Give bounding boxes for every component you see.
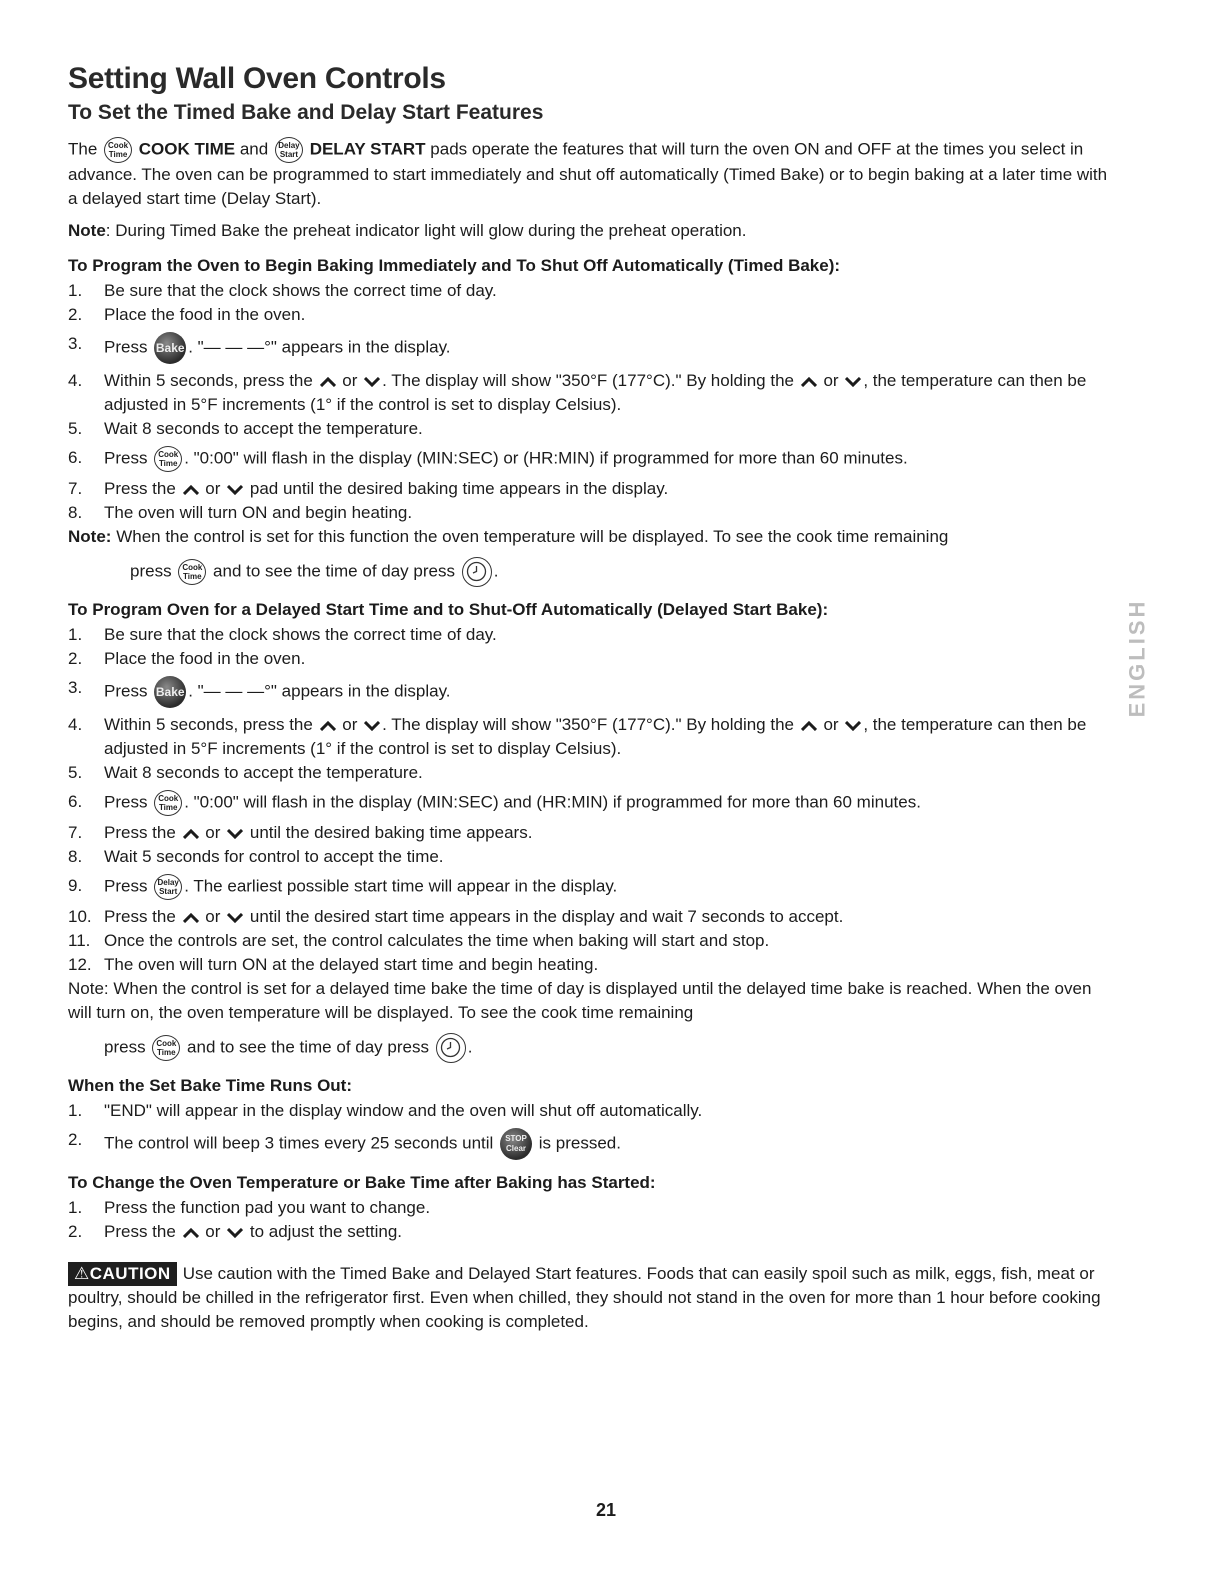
language-side-tab: ENGLISH bbox=[1124, 598, 1150, 718]
note-delayed-start: Note: When the control is set for a delayed time bake the time of day is displayed until the delayed time bake is reached. When the oven will turn on, the oven temperature will be displayed. To see the cook time remaining bbox=[68, 979, 1092, 1022]
list-item: 4. Within 5 seconds, press the or . The display will show "350°F (177°C)." By holding the or , the temperature can then be adjusted in 5°F increments (1° if the control is set to display Celsius). bbox=[68, 371, 1087, 414]
section-timed-bake-heading: To Program the Oven to Begin Baking Immediately and To Shut Off Automatically (Timed Bake): bbox=[68, 256, 841, 275]
cook-time-pad-icon: Cook Time bbox=[154, 790, 182, 816]
up-arrow-icon bbox=[801, 377, 817, 387]
press-line: press Cook Time and to see the time of day press . bbox=[68, 1033, 1118, 1063]
up-arrow-icon bbox=[183, 485, 199, 495]
list-item: 6. Press Cook Time . "0:00" will flash in the display (MIN:SEC) and (HR:MIN) if programmed for more than 60 minutes. bbox=[68, 790, 1118, 816]
list-item: 1. Press the function pad you want to change. bbox=[68, 1198, 431, 1217]
up-arrow-icon bbox=[320, 377, 336, 387]
list-item: 3. Press Bake . "— — —°" appears in the display. bbox=[68, 676, 1118, 708]
delay-start-pad-icon: Delay Start bbox=[275, 137, 303, 163]
list-item: 1. Be sure that the clock shows the correct time of day. bbox=[68, 281, 497, 300]
page-subtitle: To Set the Timed Bake and Delay Start Features bbox=[68, 101, 544, 124]
list-item: 1. "END" will appear in the display window and the oven will shut off automatically. bbox=[68, 1101, 703, 1120]
down-arrow-icon bbox=[845, 377, 861, 387]
page-number: 21 bbox=[595, 1500, 617, 1520]
up-arrow-icon bbox=[183, 913, 199, 923]
list-item: 2. Place the food in the oven. bbox=[68, 305, 306, 324]
note-preheat: Note: During Timed Bake the preheat indicator light will glow during the preheat operation. bbox=[68, 221, 747, 240]
list-item: 5. Wait 8 seconds to accept the temperature. bbox=[68, 419, 423, 438]
up-arrow-icon bbox=[183, 1228, 199, 1238]
list-item: 7. Press the or pad until the desired baking time appears in the display. bbox=[68, 479, 669, 498]
down-arrow-icon bbox=[845, 721, 861, 731]
down-arrow-icon bbox=[227, 829, 243, 839]
bake-pad-icon: Bake bbox=[154, 332, 186, 364]
cook-time-pad-icon: Cook Time bbox=[154, 446, 182, 472]
list-item: 8. The oven will turn ON and begin heating. bbox=[68, 503, 413, 522]
list-item: 2. The control will beep 3 times every 25 seconds until STOP Clear is pressed. bbox=[68, 1128, 1118, 1160]
section-change-temp-heading: To Change the Oven Temperature or Bake Time after Baking has Started: bbox=[68, 1173, 656, 1192]
timed-bake-steps bbox=[68, 279, 1118, 525]
clock-pad-icon bbox=[436, 1033, 466, 1063]
list-item: 10. Press the or until the desired start time appears in the display and wait 7 seconds to accept. bbox=[68, 907, 844, 926]
press-line: press Cook Time and to see the time of day press . bbox=[68, 557, 1118, 587]
delay-start-pad-icon: Delay Start bbox=[154, 874, 182, 900]
bake-pad-icon: Bake bbox=[154, 676, 186, 708]
list-item: 4. Within 5 seconds, press the or . The display will show "350°F (177°C)." By holding the or , the temperature can then be adjusted in 5°F increments (1° if the control is set to display Celsius). bbox=[68, 715, 1087, 758]
down-arrow-icon bbox=[227, 1228, 243, 1238]
delayed-start-steps bbox=[68, 623, 1118, 977]
cook-time-pad-icon: Cook Time bbox=[178, 559, 206, 585]
list-item: 6. Press Cook Time . "0:00" will flash in the display (MIN:SEC) or (HR:MIN) if programmed for more than 60 minutes. bbox=[68, 446, 1118, 472]
page-title: Setting Wall Oven Controls bbox=[68, 62, 446, 95]
up-arrow-icon bbox=[183, 829, 199, 839]
caution-paragraph: ⚠CAUTION Use caution with the Timed Bake and Delayed Start features. Foods that can easily spoil such as milk, eggs, fish, meat or poultry, should be chilled in the refrigerator first. Even when chilled, they should not stand in the oven for more than 1 hour before cooking begins, and should be removed promptly when cooking is completed. bbox=[68, 1264, 1101, 1331]
clock-pad-icon bbox=[462, 557, 492, 587]
down-arrow-icon bbox=[227, 913, 243, 923]
list-item: 7. Press the or until the desired baking time appears. bbox=[68, 823, 533, 842]
change-temp-steps bbox=[68, 1196, 1118, 1244]
down-arrow-icon bbox=[364, 377, 380, 387]
list-item: 12. The oven will turn ON at the delayed start time and begin heating. bbox=[68, 955, 599, 974]
time-runs-out-steps bbox=[68, 1099, 1118, 1160]
intro-paragraph: The Cook Time COOK TIME and Delay Start DELAY START pads operate the features that will turn the oven ON and OFF at the times you select in advance. The oven can be programmed to start immediately and shut off automatically (Timed Bake) or to begin baking at a later time with a delayed start time (Delay Start). bbox=[68, 137, 1118, 211]
list-item: 5. Wait 8 seconds to accept the temperature. bbox=[68, 763, 423, 782]
down-arrow-icon bbox=[364, 721, 380, 731]
list-item: 1. Be sure that the clock shows the correct time of day. bbox=[68, 625, 497, 644]
list-item: 9. Press Delay Start . The earliest possible start time will appear in the display. bbox=[68, 874, 1118, 900]
cook-time-pad-icon: Cook Time bbox=[104, 137, 132, 163]
list-item: 3. Press Bake . "— — —°" appears in the display. bbox=[68, 332, 1118, 364]
stop-clear-pad-icon: STOP Clear bbox=[500, 1128, 532, 1160]
caution-badge: ⚠CAUTION bbox=[68, 1262, 177, 1286]
up-arrow-icon bbox=[801, 721, 817, 731]
section-delayed-start-heading: To Program Oven for a Delayed Start Time and to Shut-Off Automatically (Delayed Start Bake): bbox=[68, 600, 829, 619]
list-item: 11. Once the controls are set, the control calculates the time when baking will start and stop. bbox=[68, 931, 770, 950]
list-item: 8. Wait 5 seconds for control to accept the time. bbox=[68, 847, 444, 866]
cook-time-pad-icon: Cook Time bbox=[152, 1035, 180, 1061]
list-item: 2. Place the food in the oven. bbox=[68, 649, 306, 668]
up-arrow-icon bbox=[320, 721, 336, 731]
down-arrow-icon bbox=[227, 485, 243, 495]
list-item: 2. Press the or to adjust the setting. bbox=[68, 1222, 403, 1241]
document-page bbox=[68, 62, 1118, 1342]
section-time-runs-out-heading: When the Set Bake Time Runs Out: bbox=[68, 1076, 353, 1095]
note-timed-bake: Note: When the control is set for this function the oven temperature will be displayed. To see the cook time remaining bbox=[68, 527, 949, 546]
